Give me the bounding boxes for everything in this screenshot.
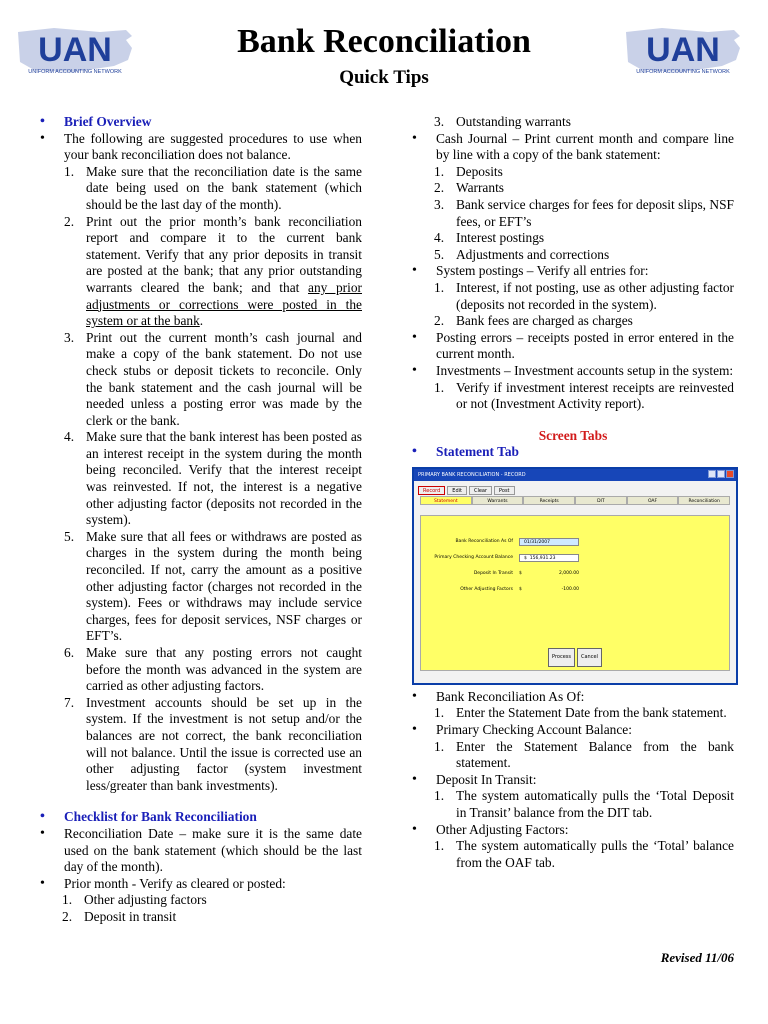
svg-text:UNIFORM ACCOUNTING NETWORK: UNIFORM ACCOUNTING NETWORK [636, 69, 730, 75]
investments: • Investments – Investment accounts setup in the system: [412, 363, 734, 380]
tab-warrants: Warrants [472, 496, 524, 505]
menu-clear: Clear [469, 486, 492, 495]
cash-item-4: 4. Interest postings [434, 230, 545, 246]
step-2-underlined: any prior adjustments or corrections were posted in the system or at the bank [86, 279, 362, 329]
field-oaf: • Other Adjusting Factors: [412, 822, 734, 839]
step-6: 6. Make sure that any posting errors not caught before the month was advanced in the system are carried as other adjusting factors. [64, 645, 362, 694]
menu-record: Record [418, 486, 445, 495]
label-as-of: Bank Reconciliation As Of [455, 538, 513, 544]
oaf-currency: $ [519, 586, 522, 592]
cash-item-2: 2. Warrants [434, 180, 504, 196]
svg-text:UAN: UAN [646, 31, 720, 69]
prior-item-1: 1. Other adjusting factors [62, 892, 207, 908]
investment-item-1: 1. Verify if investment interest receipts are reinvested or not (Investment Activity report). [434, 379, 734, 412]
label-dit: Deposit In Transit [473, 570, 513, 576]
posting-errors: • Posting errors – receipts posted in error entered in the current month. [412, 330, 734, 363]
uan-logo-left [14, 26, 136, 76]
tab-dit: DIT [575, 496, 627, 505]
tab-reconciliation: Reconciliation [678, 496, 730, 505]
field-dit: • Deposit In Transit: [412, 772, 734, 789]
oaf-value: -100.00 [561, 586, 579, 592]
window-menu [414, 481, 736, 494]
cash-journal: • Cash Journal – Print current month and compare line by line with a copy of the bank statement: [412, 131, 734, 164]
uan-logo-right [622, 26, 744, 76]
cancel-button: Cancel [577, 648, 602, 667]
label-oaf: Other Adjusting Factors [460, 586, 513, 592]
maximize-icon [717, 470, 725, 478]
field-as-of-desc: 1. Enter the Statement Date from the bank statement. [434, 705, 727, 721]
minimize-icon [708, 470, 716, 478]
screen-tabs-heading: Screen Tabs [538, 427, 608, 443]
cash-item-3: 3. Bank service charges for fees for deposit slips, NSF fees, or EFT’s [434, 196, 734, 229]
checklist-date: • Reconciliation Date – make sure it is the same date used on the bank statement (which should be the last day of the month). [40, 826, 362, 876]
field-oaf-desc: 1. The system automatically pulls the ‘Total’ balance from the OAF tab. [434, 838, 734, 870]
window-titlebar: PRIMARY BANK RECONCILIATION - RECORD [414, 469, 736, 481]
field-dit-desc: 1. The system automatically pulls the ‘Total Deposit in Transit’ balance from the DIT tab. [434, 788, 734, 821]
tab-receipts: Receipts [523, 496, 575, 505]
window-actions [414, 648, 736, 667]
prior-item-2: 2. Deposit in transit [62, 908, 177, 924]
checklist-heading: • Checklist for Bank Reconciliation [40, 809, 362, 826]
menu-post: Post [494, 486, 514, 495]
step-4: 4. Make sure that the bank interest has been posted as an interest receipt in the system during the month being reconciled. Verify that the interest receipt was reinvested. If not, the interest is a negative other adjusting factor (deposits not recorded in the system). [64, 429, 362, 528]
cash-item-1: 1. Deposits [434, 163, 503, 179]
system-postings: • System postings – Verify all entries for: [412, 263, 734, 280]
cash-item-5: 5. Adjustments and corrections [434, 246, 610, 262]
step-5: 5. Make sure that all fees or withdraws are posted as charges in the system during the month being reconciled. If not, carry the amount as a positive other adjusting factor (charges not recorded in the system). Fees or withdraws may include service charges, fees for deposit services, NSF charges or EFT’s. [64, 528, 362, 644]
tab-statement: Statement [420, 496, 472, 505]
overview-heading: • Brief Overview [40, 114, 362, 131]
right-column [412, 114, 734, 871]
svg-text:UNIFORM ACCOUNTING NETWORK: UNIFORM ACCOUNTING NETWORK [28, 69, 122, 75]
prior-item-3: 3. Outstanding warrants [434, 114, 571, 129]
dit-currency: $ [519, 570, 522, 576]
field-balance-desc: 1. Enter the Statement Balance from the bank statement. [434, 738, 734, 771]
tab-oaf: OAF [627, 496, 679, 505]
balance-field: $ 156,931.23 [519, 554, 579, 562]
step-1: 1. Make sure that the reconciliation date is the same date being used on the bank statement (which should be the last day of the month). [64, 163, 362, 212]
left-column [40, 114, 362, 926]
system-item-1: 1. Interest, if not posting, use as other adjusting factor (deposits not recorded in the system). [434, 279, 734, 312]
menu-edit: Edit [447, 486, 467, 495]
overview-intro: • The following are suggested procedures to use when your bank reconciliation does not balance. [40, 131, 362, 164]
field-balance: • Primary Checking Account Balance: [412, 722, 734, 739]
step-3: 3. Print out the current month’s cash journal and make a copy of the bank statement. Do not use check stubs or deposit tickets to reconcile. Only the bank statement and the cash journal will be needed unless a posting error was made by the clerk or the bank. [64, 329, 362, 428]
close-icon [726, 470, 734, 478]
statement-tab-heading: • Statement Tab [412, 444, 734, 461]
step-2: 2. Print out the prior month’s bank reconciliation report and compare it to the current bank statement. Verify that any prior deposits in transit are posted at the bank; that any prior outstanding warrants cleared the bank; and that any prior adjustments or corrections were posted in the system or at the bank. [64, 213, 362, 329]
field-as-of: • Bank Reconciliation As Of: [412, 689, 734, 706]
svg-text:UAN: UAN [38, 31, 112, 69]
page-subtitle: Quick Tips [339, 67, 429, 88]
process-button: Process [548, 648, 575, 667]
checklist-prior: • Prior month - Verify as cleared or posted: [40, 876, 362, 893]
dit-value: 2,000.00 [558, 570, 579, 576]
as-of-field: 01/31/2007 [519, 538, 579, 546]
statement-tab-screenshot [412, 467, 738, 685]
system-item-2: 2. Bank fees are charged as charges [434, 313, 633, 329]
window-tabs [420, 496, 730, 505]
step-7: 7. Investment accounts should be set up in the system. If the investment is not setup and/or the balances are not correct, the bank reconciliation will not balance. Until the issue is corrected use an other adjusting factor (system investment less/greater than bank investments). [64, 694, 362, 793]
label-balance: Primary Checking Account Balance [434, 554, 513, 560]
page-title: Bank Reconciliation [237, 23, 531, 60]
revised-date: Revised 11/06 [660, 950, 734, 965]
